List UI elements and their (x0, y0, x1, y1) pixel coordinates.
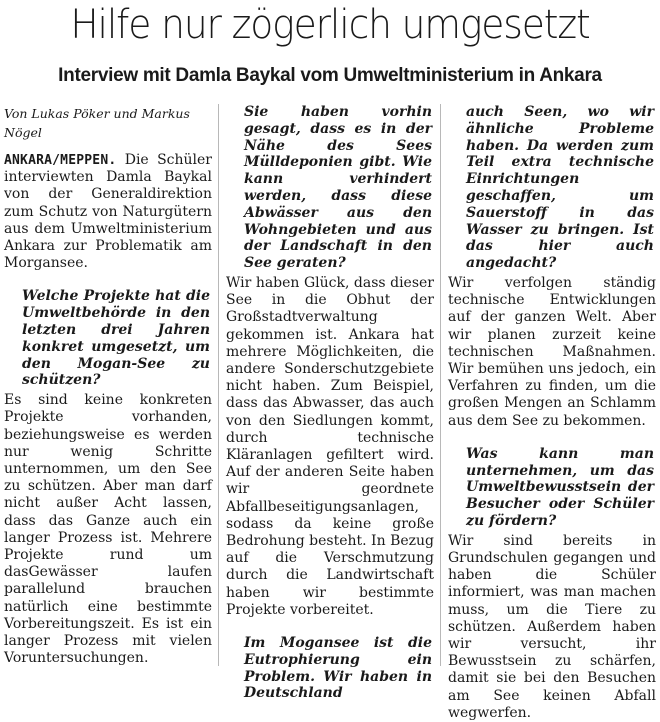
byline: Von Lukas Pöker und Markus Nögel (4, 106, 190, 140)
question-4: Was kann man unternehmen, um das Umweltbewusstsein der Besucher oder Schüler zu fördern? (466, 445, 654, 529)
question-1: Welche Projekte hat die Umweltbehörde in den letzten drei Jahren konkret umgesetzt, um den Mogan-See zu schützen? (22, 288, 210, 389)
dateline: ANKARA/MEPPEN. (4, 153, 117, 168)
subheadline: Interview mit Damla Baykal vom Umweltministerium in Ankara (58, 65, 602, 86)
lead-text: Die Schüler interviewten Damla Baykal von der Generaldirektion zum Schutz von Naturgütern aus dem Umweltministerium Ankara zur Problematik am Morgansee. (4, 152, 212, 272)
question-3-start: Im Mogansee ist die Eutrophierung ein Problem. Wir haben in Deutschland (244, 635, 432, 702)
lead-paragraph (4, 152, 212, 272)
question-2: Sie haben vorhin gesagt, dass es in der Nähe des Sees Mülldeponien gibt. Wie kann verhindert werden, dass diese Abwässer aus den Wohngebieten und aus der Landschaft in den See geraten? (244, 104, 432, 272)
column-divider (218, 104, 219, 666)
answer-4: Wir sind bereits in Grundschulen gegangen und haben die Schüler informiert, was man machen muss, um die Tiere zu schützen. Außerdem haben wir versucht, ihr Bewusstsein zu schärfen, damit sie bei den Besuchen am See keinen Abfall wegwerfen. (448, 532, 656, 721)
answer-2: Wir haben Glück, dass dieser See in die Obhut der Großstadtverwaltung gekommen ist. Ankara hat mehrere Möglichkeiten, die andere Sonderschutzgebiete nicht haben. Zum Beispiel, dass das Abwasser, das auch von den Siedlungen kommt, durch technische Kläranlagen gefiltert wird. Auf der anderen Seite haben wir geordnete Abfallbeseitigungsanlagen, sodass da keine große Bedrohung besteht. In Bezug auf die Verschmutzung durch die Landwirtschaft haben wir bestimmte Projekte vorbereitet. (226, 274, 434, 618)
answer-3: Wir verfolgen ständig technische Entwicklungen auf der ganzen Welt. Aber wir planen zurzeit keine technischen Maßnahmen. Wir bemühen uns jedoch, ein Verfahren zu finden, um die großen Mengen an Schlamm aus dem See zu bekommen. (448, 274, 656, 429)
question-3-continued: auch Seen, wo wir ähnliche Probleme haben. Da werden zum Teil extra technische Einrichtungen geschaffen, um Sauerstoff in das Wasser zu bringen. Ist das hier auch angedacht? (466, 104, 654, 272)
answer-1: Es sind keine konkreten Projekte vorhanden, beziehungsweise es werden nur wenig Schritte unternommen, um den See zu schützen. Aber man darf nicht außer Acht lassen, dass das Ganze auch ein langer Prozess ist. Mehrere Projekte rund um dasGewässer laufen parallelund brauchen natürlich eine bestimmte Vorbereitungszeit. Es ist ein langer Prozess mit vielen Voruntersuchungen. (4, 392, 212, 667)
headline: Hilfe nur zögerlich umgesetzt (70, 2, 590, 48)
column-2 (226, 104, 434, 702)
column-divider (440, 104, 441, 666)
column-3 (448, 104, 656, 721)
column-1 (4, 104, 212, 666)
